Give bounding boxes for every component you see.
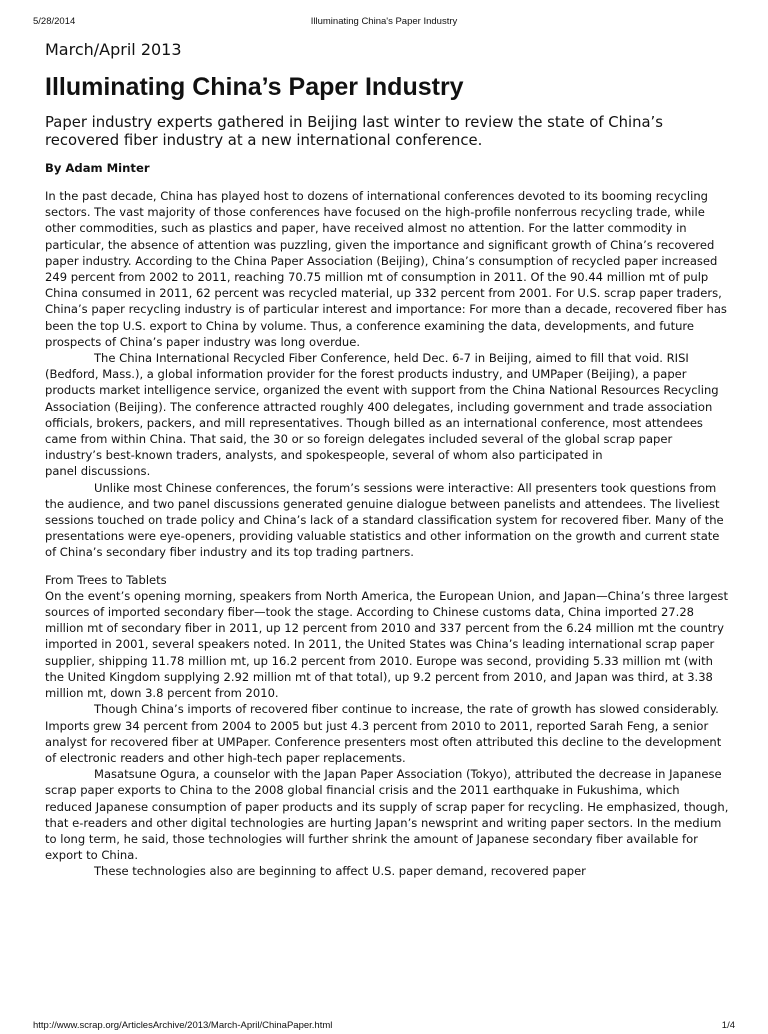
article [45,39,729,880]
article-title: Illuminating China’s Paper Industry [45,73,464,101]
body-paragraph: On the event’s opening morning, speakers from North America, the European Union, and Japan—China’s three largest sources of imported secondary fiber—took the stage. According to Chinese customs data, China imported 27.28 million mt of secondary fiber in 2011, up 12 percent from 2010 and 337 percent from the 6.24 million mt the country imported in 2001, several speakers noted. In 2011, the United States was China’s leading international scrap paper supplier, shipping 11.78 million mt, up 16.2 percent from 2010. Europe was second, providing 5.33 million mt (with the United Kingdom supplying 2.92 million mt of that total), up 9.2 percent from 2010, and Japan was third, at 3.38 million mt, down 3.8 percent from 2010. [45,588,728,701]
body-paragraph: These technologies also are beginning to affect U.S. paper demand, recovered paper [94,864,586,879]
body-paragraph: In the past decade, China has played host to dozens of international conferences devoted to its booming recycling sectors. The vast majority of those conferences have focused on the high-profile nonferrous recycling trade, while other commodities, such as plastics and paper, have received almost no attention. For the latter commodity in particular, the absence of attention was puzzling, given the importance and significant growth of China’s recovered paper industry. According to the China Paper Association (Beijing), China’s consumption of recycled paper increased 249 percent from 2002 to 2011, reaching 70.75 million mt of consumption in 2011. Of the 90.44 million mt of pulp China consumed in 2011, 62 percent was recycled material, up 332 percent from 2001. For U.S. scrap paper traders, China’s paper recycling industry is of particular interest and importance: For more than a decade, recovered fiber has been the top U.S. export to China by volume. Thus, a conference examining the data, developments, and future prospects of China’s paper industry was long overdue. [45,189,727,349]
body-paragraph: Though China’s imports of recovered fiber continue to increase, the rate of growth has slowed considerably. Imports grew 34 percent from 2004 to 2005 but just 4.3 percent from 2010 to 2011, reported Sarah Feng, a senior analyst for recovered fiber at UMPaper. Conference presenters most often attributed this decline to the development of electronic readers and other high-tech paper replacements. [45,702,722,765]
body-paragraph: Unlike most Chinese conferences, the forum’s sessions were interactive: All presenters took questions from the audience, and two panel discussions generated genuine dialogue between panelists and attendees. The liveliest sessions touched on trade policy and China’s lack of a standard classification system for recovered fiber. Many of the presentations were eye-openers, providing valuable statistics and other information on the growth and current state of China’s secondary fiber industry and its top trading partners. [45,480,724,560]
article-deck: Paper industry experts gathered in Beijing last winter to review the state of China’s recovered fiber industry at a new international conference. [45,114,663,149]
print-page-title: Illuminating China's Paper Industry [310,16,458,27]
article-byline: By Adam Minter [45,161,150,175]
article-body [45,188,729,880]
issue-date: March/April 2013 [45,40,182,59]
print-header [0,16,768,30]
page-number: 1/4 [721,1020,735,1031]
section-subheading: From Trees to Tablets [45,572,167,587]
print-date: 5/28/2014 [33,16,76,27]
source-url-link[interactable]: http://www.scrap.org/ArticlesArchive/2013/March-April/ChinaPaper.html [33,1020,333,1031]
body-paragraph: The China International Recycled Fiber Conference, held Dec. 6-7 in Beijing, aimed to fill that void. RISI (Bedford, Mass.), a global information provider for the forest products industry, and UMPaper (Beijing), a paper products market intelligence service, organized the event with support from the China National Resources Recycling Association (Beijing). The conference attracted roughly 400 delegates, including government and trade association officials, brokers, packers, and mill representatives. Though billed as an international conference, most attendees came from within China. That said, the 30 or so foreign delegates included several of the global scrap paper industry’s best-known traders, analysts, and spokespeople, several of whom also participated in [45,351,719,463]
print-footer [0,1020,768,1034]
body-paragraph: panel discussions. [45,464,151,479]
body-paragraph: Masatsune Ogura, a counselor with the Japan Paper Association (Tokyo), attributed the decrease in Japanese scrap paper exports to China to the 2008 global financial crisis and the 2011 earthquake in Fukushima, which reduced Japanese consumption of paper products and its supply of scrap paper for recycling. He emphasized, though, that e-readers and other digital technologies are hurting Japan’s newsprint and writing paper sectors. In the medium to long term, he said, those technologies will further shrink the amount of Japanese secondary fiber available for export to China. [45,767,729,863]
